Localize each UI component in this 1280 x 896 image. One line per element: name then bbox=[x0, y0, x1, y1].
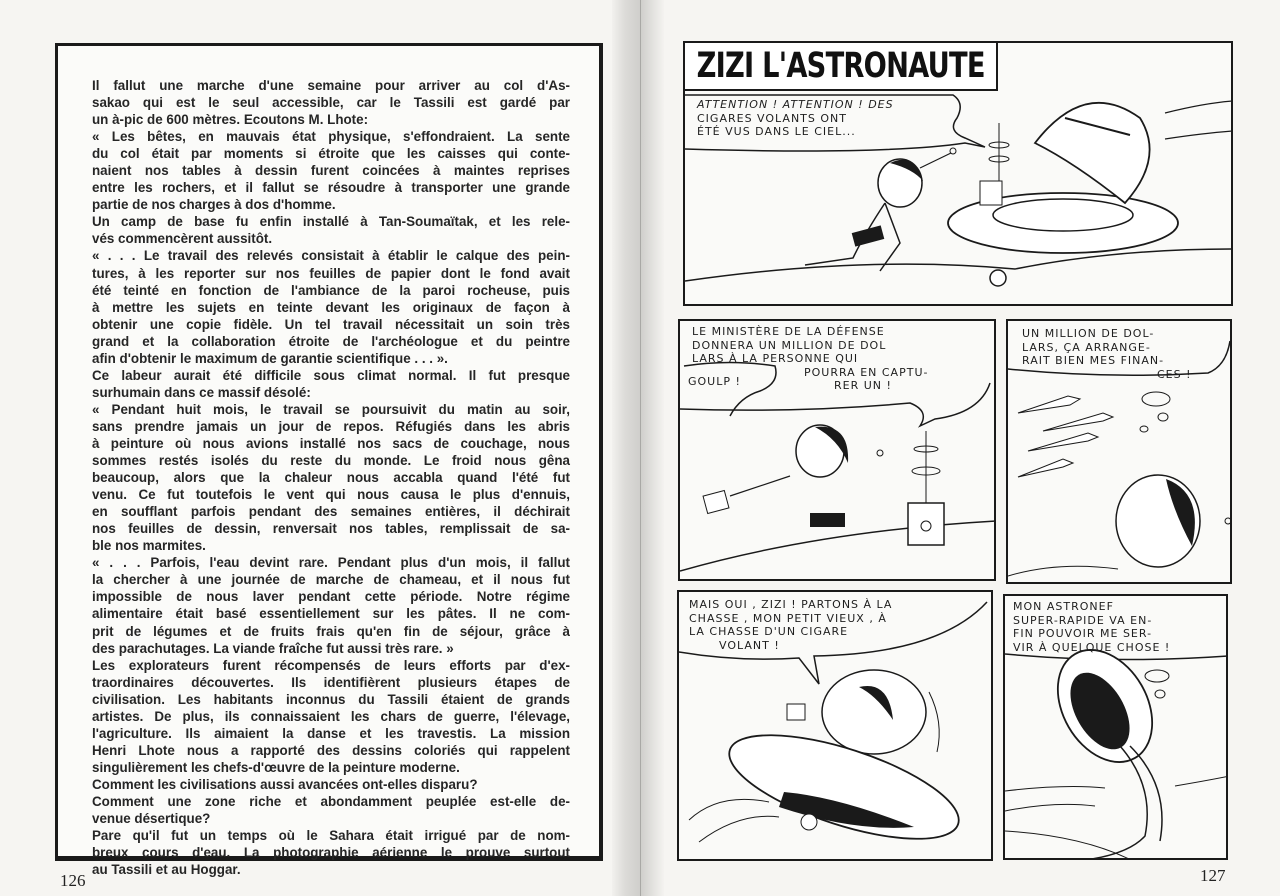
text-line: naient nos tables à dessin furent coincées à maintes reprises bbox=[92, 163, 570, 179]
text-line: prit de légumes et de fruits frais qu'en fin de séjour, grâce à bbox=[92, 623, 570, 639]
article-text bbox=[92, 77, 570, 878]
text-line: civilisation. Les habitants inconnus du Tassili étaient de grands bbox=[92, 691, 570, 707]
text-line: beaucoup, alors que la chaleur nous accabla quand l'été fut bbox=[92, 470, 570, 486]
balloon-line: LARS, ÇA ARRANGE- bbox=[1022, 340, 1151, 354]
balloon-line: UN MILLION DE DOL- bbox=[1022, 327, 1155, 340]
balloon-line: CES ! bbox=[1157, 367, 1192, 381]
text-line: Pare qu'il fut un temps où le Sahara était irrigué par de nom- bbox=[92, 828, 570, 844]
text-line: tures, à les reporter sur nos feuilles de papier dont le fond avait bbox=[92, 265, 570, 281]
text-line: artistes. De plus, ils connaissaient les chars de guerre, l'élevage, bbox=[92, 708, 570, 724]
balloon-line: CHASSE , MON PETIT VIEUX , À bbox=[689, 611, 887, 625]
text-line: Ce labeur aurait été difficile sous climat normal. Il fut presque bbox=[92, 367, 570, 383]
radio-box bbox=[787, 704, 805, 720]
balloon-line: SUPER-RAPIDE VA EN- bbox=[1013, 613, 1153, 627]
text-line: « Pendant huit mois, le travail se poursuivit du matin au soir, bbox=[92, 401, 570, 417]
comic-panel-5 bbox=[1003, 594, 1228, 860]
text-line: « . . . Parfois, l'eau devint rare. Pendant plus d'un mois, il fallut bbox=[92, 555, 570, 571]
text-line: sommes restés isolés du reste du monde. Le froid nous gêna bbox=[92, 453, 570, 469]
character-belt bbox=[810, 513, 845, 527]
ground-line bbox=[680, 521, 996, 571]
panel-1-illustration bbox=[685, 43, 1233, 306]
text-line: singulièrement les chefs-d'œuvre de la peinture moderne. bbox=[92, 759, 460, 775]
text-line: partie de nos charges à dos d'homme. bbox=[92, 197, 336, 213]
speech-balloon-goulp bbox=[688, 375, 741, 389]
text-line: Un camp de base fu enfin installé à Tan-Soumaïtak, et les rele- bbox=[92, 214, 570, 230]
saucer-wheel bbox=[990, 270, 1006, 286]
text-line: ble nos marmites. bbox=[92, 538, 206, 554]
ground-line bbox=[685, 249, 1233, 281]
balloon-line: LA CHASSE D'UN CIGARE bbox=[689, 625, 849, 638]
text-line: Henri Lhote nous a rapporté des dessins coloriés qui rappelent bbox=[92, 742, 570, 758]
thought-balloon-5 bbox=[1013, 600, 1170, 654]
balloon-line: ÉTÉ VUS DANS LE CIEL... bbox=[697, 125, 856, 138]
text-line: obtenir une copie fidèle. Un tel travail nécessitait un soin très bbox=[92, 316, 570, 332]
flying-cigars bbox=[1018, 396, 1113, 477]
balloon-line: LE MINISTÈRE DE LA DÉFENSE bbox=[692, 325, 885, 338]
text-line: la chercher à une journée de marche de chameau, et il nous fut bbox=[92, 572, 570, 588]
balloon-line: POURRA EN CAPTU- bbox=[804, 365, 929, 379]
text-line: des parachutages. La viande fraîche fut aussi très rare. » bbox=[92, 640, 454, 656]
text-line: « . . . Le travail des relevés consistait à établir le calque des pein- bbox=[92, 248, 570, 264]
balloon-line: VIR À QUELQUE CHOSE ! bbox=[1013, 640, 1171, 654]
balloon-line: MAIS OUI , ZIZI ! PARTONS À LA bbox=[689, 598, 893, 611]
text-line: nos feuilles de dessin, renversait nos tables, remplissait de sa- bbox=[92, 521, 570, 537]
comic-panel-3 bbox=[1006, 319, 1232, 584]
speech-balloon-4 bbox=[689, 598, 892, 652]
text-line: « Les bêtes, en mauvais état physique, s'effondraient. La sente bbox=[92, 129, 570, 145]
text-line: breux cours d'eau. La photographie aérienne le prouve surtout bbox=[92, 845, 570, 861]
saucer-cockpit bbox=[993, 199, 1133, 231]
exhaust-trail bbox=[1065, 746, 1162, 860]
text-line: alimentaire était basé essentiellement sur les pâtes. Il ne com- bbox=[92, 606, 570, 622]
character-belt bbox=[852, 225, 885, 246]
balloon-line: ATTENTION ! ATTENTION ! DES bbox=[697, 98, 894, 111]
page-number-left: 126 bbox=[60, 871, 86, 890]
page-number-right: 127 bbox=[1200, 866, 1226, 885]
balloon-line: RAIT BIEN MES FINAN- bbox=[1022, 354, 1165, 367]
text-line: à peinture où nous avions installé nos sacs de couchage, nous bbox=[92, 435, 570, 451]
saucer-dome bbox=[1035, 103, 1150, 203]
text-line: entre les rochers, et il fallut se résoudre à transporter une grande bbox=[92, 180, 570, 196]
book-spine-line bbox=[640, 0, 641, 896]
text-line: surhumain dans ce massif désolé: bbox=[92, 384, 311, 400]
balloon-line: RER UN ! bbox=[834, 379, 892, 392]
text-line: venu. Ce fut toutefois le vent qui nous causa le plus d'ennuis, bbox=[92, 487, 570, 503]
balloon-line: GOULP ! bbox=[688, 375, 741, 388]
text-line: venue désertique? bbox=[92, 811, 211, 827]
text-line: sakao qui est le seul accessible, car le Tassili est gardé par bbox=[92, 95, 570, 111]
thought-balloon bbox=[1022, 327, 1192, 381]
text-line: l'agriculture. Ils aimaient la danse et les travestis. La mission bbox=[92, 725, 570, 741]
radio-box bbox=[908, 503, 944, 545]
character-body bbox=[805, 203, 900, 271]
comic-panel-4 bbox=[677, 590, 993, 861]
balloon-line: CIGARES VOLANTS ONT bbox=[697, 111, 847, 125]
text-line: un à-pic de 600 mètres. Ecoutons M. Lhote: bbox=[92, 112, 369, 128]
comic-panel-1 bbox=[683, 41, 1233, 306]
balloon-line: MON ASTRONEF bbox=[1013, 600, 1114, 613]
text-line: traordinaires découvertes. Ils identifièrent plusieurs étapes de bbox=[92, 674, 570, 690]
text-line: Comment les civilisations aussi avancées ont-elles disparu? bbox=[92, 776, 478, 792]
text-line: en soufflant parfois pendant des semaines entières, il déchirait bbox=[92, 504, 570, 520]
comic-panel-2 bbox=[678, 319, 996, 581]
text-line: sans prendre jamais un jour de repos. Réfugiés dans les abris bbox=[92, 418, 570, 434]
cup-icon bbox=[703, 490, 729, 513]
balloon-line: FIN POUVOIR ME SER- bbox=[1013, 627, 1153, 640]
text-line: afin d'obtenir le maximum de garantie scientifique . . . ». bbox=[92, 350, 448, 366]
balloon-line: DONNERA UN MILLION DE DOL bbox=[692, 338, 887, 352]
text-line: au Tassili et au Hoggar. bbox=[92, 862, 241, 878]
text-line: vés commencèrent aussitôt. bbox=[92, 231, 273, 247]
book-gutter bbox=[612, 0, 664, 896]
saucer-wheel bbox=[801, 814, 817, 830]
text-line: été teinté en fonction de l'ambiance de la paroi rocheuse, puis bbox=[92, 282, 570, 298]
saucer-dome bbox=[822, 670, 926, 754]
text-line: Comment une zone riche et abondamment peuplée est-elle de- bbox=[92, 793, 570, 809]
balloon-line: VOLANT ! bbox=[719, 638, 780, 652]
speech-balloon-1 bbox=[697, 98, 894, 139]
text-line: impossible de nous laver pendant cette période. Notre régime bbox=[92, 589, 570, 605]
radio-box bbox=[980, 181, 1002, 205]
text-line: à mettre les sujets en teinte devant les originaux de façon à bbox=[92, 299, 570, 315]
text-line: Les explorateurs furent récompensés de leurs efforts par d'ex- bbox=[92, 657, 570, 673]
balloon-line: LARS À LA PERSONNE QUI bbox=[692, 352, 859, 365]
comic-title: ZIZI L'ASTRONAUTE bbox=[696, 46, 985, 86]
exhaust-trail bbox=[689, 799, 779, 842]
text-line: grand et la collaboration étroite de l'archéologue et du peintre bbox=[92, 333, 570, 349]
text-line: du col était par moments si étroite que les caisses qui conte- bbox=[92, 146, 570, 162]
text-line: Il fallut une marche d'une semaine pour arriver au col d'As- bbox=[92, 78, 570, 93]
